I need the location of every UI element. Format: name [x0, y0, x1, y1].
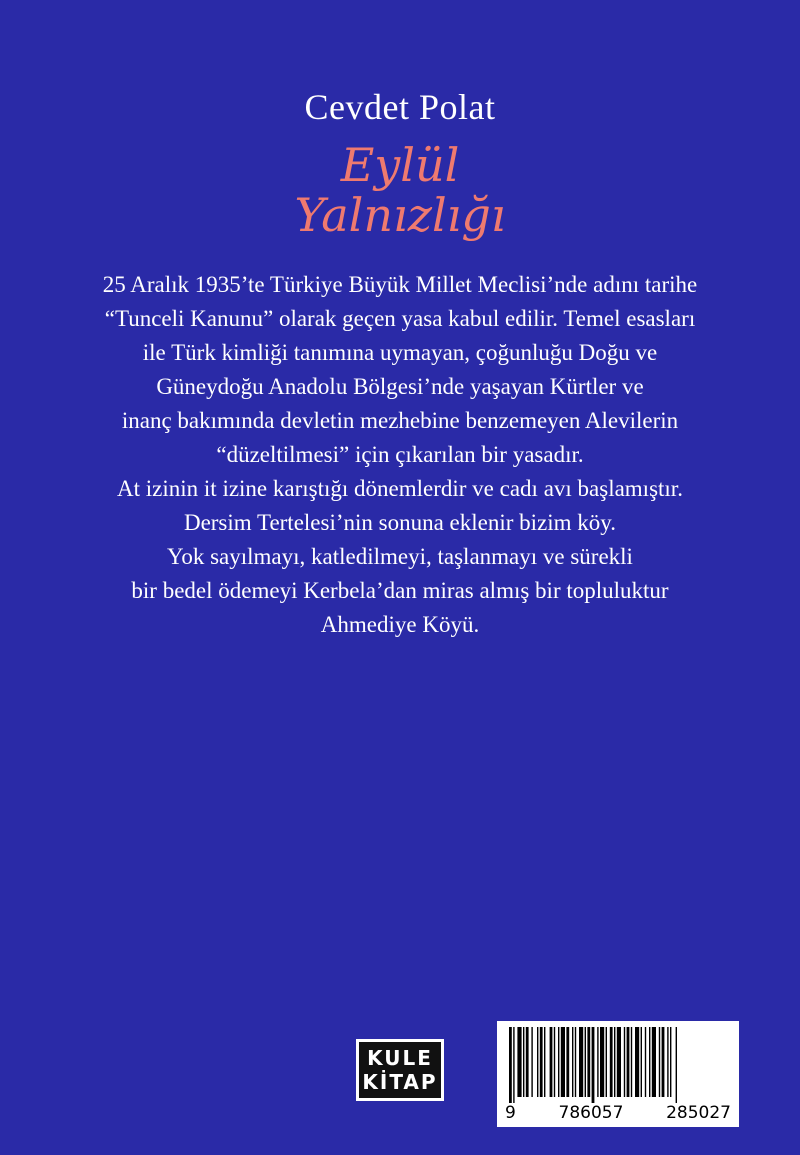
- barcode-bar: [652, 1027, 656, 1097]
- barcode-digits: [497, 1103, 739, 1123]
- blurb-line: 25 Aralık 1935’te Türkiye Büyük Millet Meclisi’nde adını tarihe: [102, 272, 698, 297]
- barcode-bar: [600, 1027, 604, 1097]
- barcode-bar: [544, 1027, 545, 1097]
- blurb-line: “düzeltilmesi” için çıkarılan bir yasadır.: [216, 442, 584, 467]
- barcode-bar: [537, 1027, 538, 1097]
- barcode-bars: [507, 1027, 729, 1103]
- blurb-line: At izinin it izine karıştığı dönemlerdir ve cadı avı başlamıştır.: [117, 476, 683, 501]
- isbn-barcode: [497, 1021, 739, 1127]
- author-name: Cevdet Polat: [304, 87, 496, 127]
- blurb-line: Dersim Tertelesi’nin sonuna eklenir bizim köy.: [183, 510, 617, 535]
- barcode-bar: [614, 1027, 615, 1097]
- barcode-bar: [526, 1027, 529, 1097]
- barcode-bar: [579, 1027, 583, 1097]
- book-title-line-2: Yalnızlığı: [294, 188, 506, 242]
- barcode-bar: [523, 1027, 524, 1097]
- barcode-bar: [531, 1027, 532, 1097]
- barcode-bar: [645, 1027, 646, 1097]
- blurb-text: [60, 268, 740, 642]
- barcode-bar: [509, 1027, 512, 1103]
- barcode-bar: [649, 1027, 650, 1097]
- book-title-line-1: Eylül: [340, 138, 460, 192]
- barcode-bar: [572, 1027, 573, 1097]
- blurb-line: Güneydoğu Anadolu Bölgesi’nde yaşayan Kürtler ve: [156, 374, 644, 399]
- publisher-logo-line-1: KULE: [367, 1046, 433, 1070]
- barcode-bar: [627, 1027, 630, 1097]
- barcode-bar: [606, 1027, 607, 1097]
- barcode-bar: [592, 1027, 595, 1103]
- barcode-bar: [662, 1027, 665, 1097]
- barcode-digit-group: 285027: [666, 1103, 731, 1123]
- barcode-bar: [517, 1027, 521, 1097]
- barcode-bar: [554, 1027, 555, 1097]
- blurb-line: “Tunceli Kanunu” olarak geçen yasa kabul edilir. Temel esasları: [104, 306, 696, 331]
- barcode-bar: [550, 1027, 553, 1097]
- barcode-digit-group: 9: [505, 1103, 516, 1123]
- barcode-bar: [670, 1027, 671, 1097]
- blurb-line: Yok sayılmayı, katledilmeyi, taşlanmayı ve sürekli: [167, 544, 633, 569]
- barcode-bar: [610, 1027, 613, 1097]
- barcode-bar: [540, 1027, 543, 1097]
- barcode-bar: [597, 1027, 598, 1097]
- barcode-digit-group: 786057: [558, 1103, 624, 1123]
- barcode-bar: [624, 1027, 625, 1097]
- barcode-bar: [659, 1027, 660, 1097]
- barcode-bar: [566, 1027, 569, 1097]
- publisher-logo: [356, 1039, 444, 1101]
- barcode-bar: [575, 1027, 576, 1097]
- barcode-bar: [667, 1027, 668, 1097]
- blurb-line: ile Türk kimliği tanımına uymayan, çoğunluğu Doğu ve: [142, 340, 658, 365]
- barcode-bar: [617, 1027, 621, 1097]
- barcode-bar: [635, 1027, 639, 1097]
- barcode-bar: [676, 1027, 677, 1103]
- blurb-line: Ahmediye Köyü.: [320, 612, 480, 637]
- blurb-line: bir bedel ödemeyi Kerbela’dan miras almış bir topluluktur: [131, 578, 669, 603]
- barcode-bar: [561, 1027, 565, 1097]
- barcode-bar: [585, 1027, 586, 1097]
- barcode-bar: [631, 1027, 632, 1097]
- barcode-bar: [558, 1027, 559, 1097]
- blurb-line: inanç bakımında devletin mezhebine benzemeyen Alevilerin: [121, 408, 679, 433]
- barcode-bar: [513, 1027, 514, 1103]
- barcode-bar: [587, 1027, 590, 1097]
- publisher-logo-line-2: KİTAP: [362, 1070, 438, 1094]
- barcode-bar: [641, 1027, 642, 1097]
